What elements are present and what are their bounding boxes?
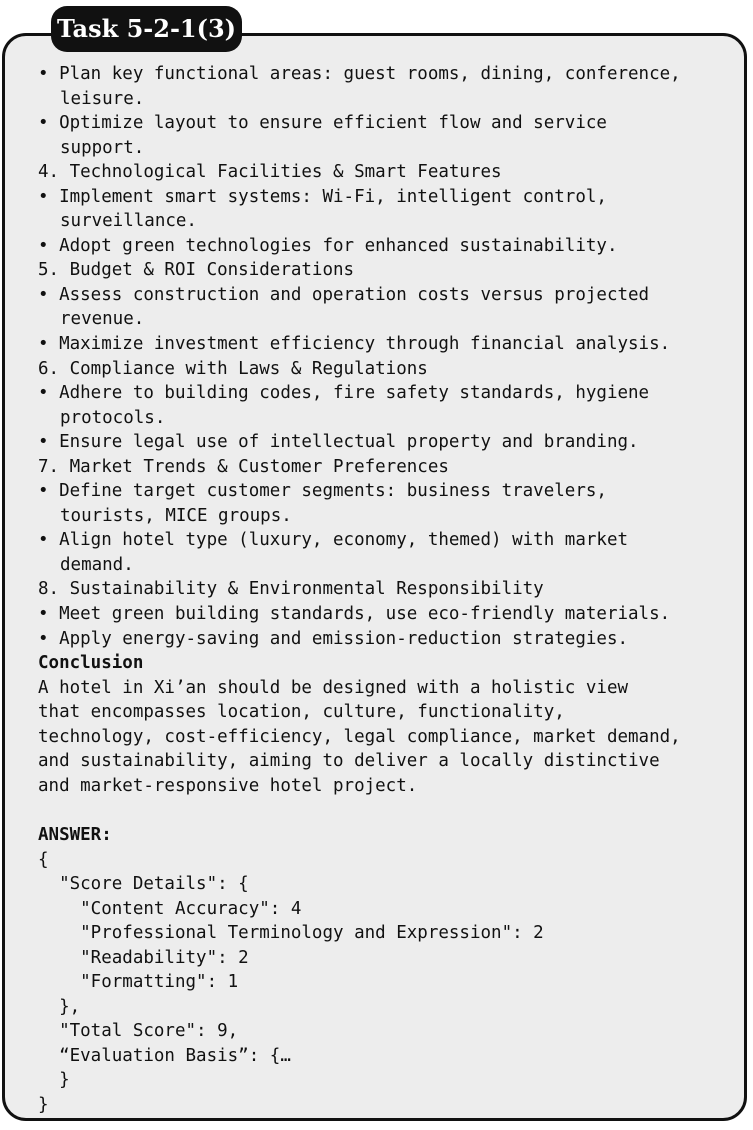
text-line: “Evaluation Basis”: {… [38, 1045, 291, 1066]
text-line: { [38, 849, 49, 870]
text-line: that encompasses location, culture, functionality, [38, 702, 565, 723]
task-title-tab [51, 6, 242, 52]
text-line: • Define target customer segments: business travelers, [38, 481, 607, 502]
text-line: } [38, 1070, 70, 1091]
text-line: 7. Market Trends & Customer Preferences [38, 456, 449, 477]
task-title: Task 5-2-1(3) [56, 14, 237, 43]
text-line: • Ensure legal use of intellectual property and branding. [38, 432, 639, 453]
text-line: "Content Accuracy": 4 [38, 898, 302, 919]
text-line: • Meet green building standards, use eco-friendly materials. [38, 604, 671, 625]
text-line: • Implement smart systems: Wi-Fi, intelligent control, [38, 186, 607, 207]
text-line: 8. Sustainability & Environmental Responsibility [38, 579, 544, 600]
text-line: support. [60, 137, 145, 158]
text-line: • Adopt green technologies for enhanced sustainability. [38, 235, 618, 256]
text-line: tourists, MICE groups. [60, 505, 292, 526]
text-line: and sustainability, aiming to deliver a locally distinctive [38, 751, 660, 772]
text-line: technology, cost-efficiency, legal compliance, market demand, [38, 726, 681, 747]
text-line: revenue. [60, 309, 145, 330]
text-line: • Maximize investment efficiency through financial analysis. [38, 334, 671, 355]
text-line: } [38, 1094, 49, 1115]
text-line: surveillance. [60, 211, 197, 232]
section-heading: Conclusion [38, 653, 144, 674]
section-heading: ANSWER: [38, 824, 112, 845]
text-line: }, [38, 996, 81, 1017]
text-line: 6. Compliance with Laws & Regulations [38, 358, 428, 379]
text-line: "Readability": 2 [38, 947, 249, 968]
text-line: 5. Budget & ROI Considerations [38, 260, 355, 281]
text-line: • Assess construction and operation costs versus projected [38, 284, 650, 305]
text-line: and market-responsive hotel project. [38, 775, 418, 796]
document-body [38, 62, 738, 1118]
text-line: • Apply energy-saving and emission-reduction strategies. [38, 628, 629, 649]
text-line: leisure. [60, 88, 145, 109]
text-line: • Adhere to building codes, fire safety standards, hygiene [38, 383, 650, 404]
text-line: A hotel in Xi’an should be designed with a holistic view [38, 677, 629, 698]
text-line: • Align hotel type (luxury, economy, themed) with market [38, 530, 629, 551]
blank-line [38, 798, 738, 823]
text-line: demand. [60, 554, 134, 575]
text-line: "Professional Terminology and Expression": 2 [38, 923, 544, 944]
text-line: "Total Score": 9, [38, 1021, 239, 1042]
text-line: protocols. [60, 407, 166, 428]
text-line: • Optimize layout to ensure efficient flow and service [38, 113, 607, 134]
text-line: 4. Technological Facilities & Smart Features [38, 162, 502, 183]
text-line: "Score Details": { [38, 874, 249, 895]
text-line: • Plan key functional areas: guest rooms, dining, conference, [38, 64, 681, 84]
text-line: "Formatting": 1 [38, 972, 239, 993]
